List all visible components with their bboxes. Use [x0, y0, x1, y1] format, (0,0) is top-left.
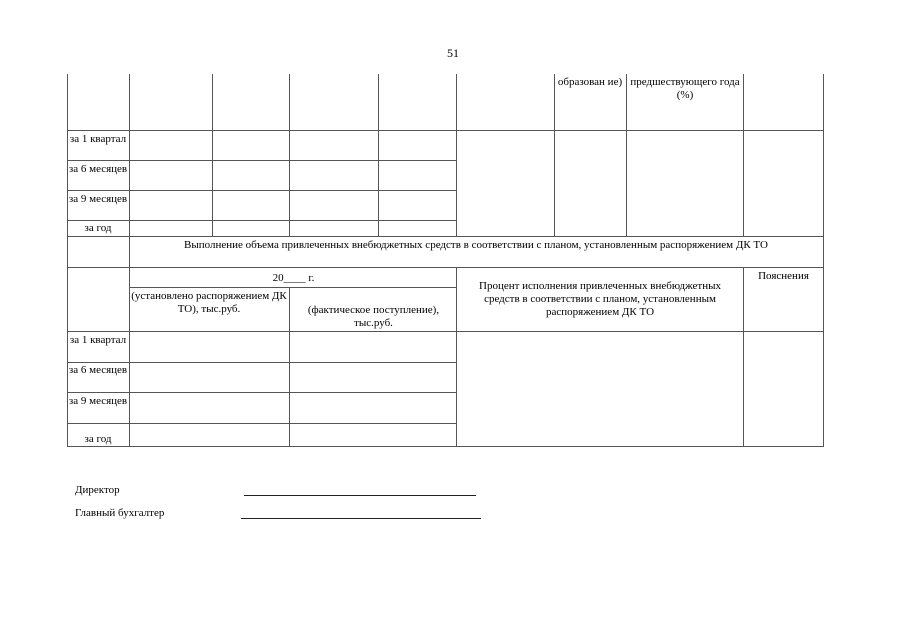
director-label: Директор — [75, 484, 120, 496]
grid-line — [67, 423, 457, 424]
grid-line — [129, 236, 130, 446]
notes-header: Пояснения — [758, 270, 809, 282]
row-label-q1: за 1 квартал — [69, 334, 127, 346]
row-label-year: за год — [84, 222, 112, 234]
row-label-q1: за 1 квартал — [69, 133, 127, 145]
row-label-9-months: за 9 месяцев — [68, 193, 128, 205]
row-label-year: за год — [84, 433, 112, 445]
grid-line — [67, 130, 824, 131]
grid-line — [456, 74, 457, 236]
grid-line — [823, 74, 824, 236]
grid-line — [67, 190, 457, 191]
grid-line — [289, 74, 290, 236]
grid-line — [67, 220, 457, 221]
actual-subheader: (фактическое поступление), тыс.руб. — [307, 304, 440, 329]
grid-line — [289, 287, 290, 446]
grid-line — [212, 74, 213, 236]
grid-line — [456, 267, 457, 446]
grid-line — [626, 74, 627, 236]
grid-line — [67, 446, 824, 447]
grid-line — [67, 74, 68, 236]
grid-line — [743, 267, 744, 446]
row-label-6-months: за 6 месяцев — [68, 364, 128, 376]
grid-line — [67, 236, 824, 237]
grid-line — [67, 160, 457, 161]
chief-accountant-label: Главный бухгалтер — [75, 507, 165, 519]
grid-line — [129, 74, 130, 236]
grid-line — [129, 287, 457, 288]
planned-subheader: (установлено распоряжением ДК ТО), тыс.руб. — [131, 290, 287, 315]
grid-line — [378, 74, 379, 236]
header-fragment-previous-year: предшествующего года (%) — [630, 76, 740, 101]
grid-line — [67, 267, 824, 268]
grid-line — [67, 331, 824, 332]
row-label-9-months: за 9 месяцев — [68, 395, 128, 407]
grid-line — [554, 74, 555, 236]
grid-line — [823, 236, 824, 446]
grid-line — [67, 392, 457, 393]
chief-accountant-signature-line — [241, 518, 481, 519]
grid-line — [67, 362, 457, 363]
year-header: 20____ г. — [272, 272, 315, 284]
header-fragment-education: образован ие) — [557, 76, 623, 88]
grid-line — [743, 74, 744, 236]
row-label-6-months: за 6 месяцев — [68, 163, 128, 175]
director-signature-line — [244, 495, 476, 496]
percent-header: Процент исполнения привлеченных внебюджетных средств в соответствии с планом, установленным распоряжением ДК ТО — [479, 280, 721, 318]
page-number: 51 — [447, 46, 459, 60]
table-2-title: Выполнение объема привлеченных внебюджетных средств в соответствии с планом, установленным распоряжением ДК ТО — [184, 239, 768, 251]
